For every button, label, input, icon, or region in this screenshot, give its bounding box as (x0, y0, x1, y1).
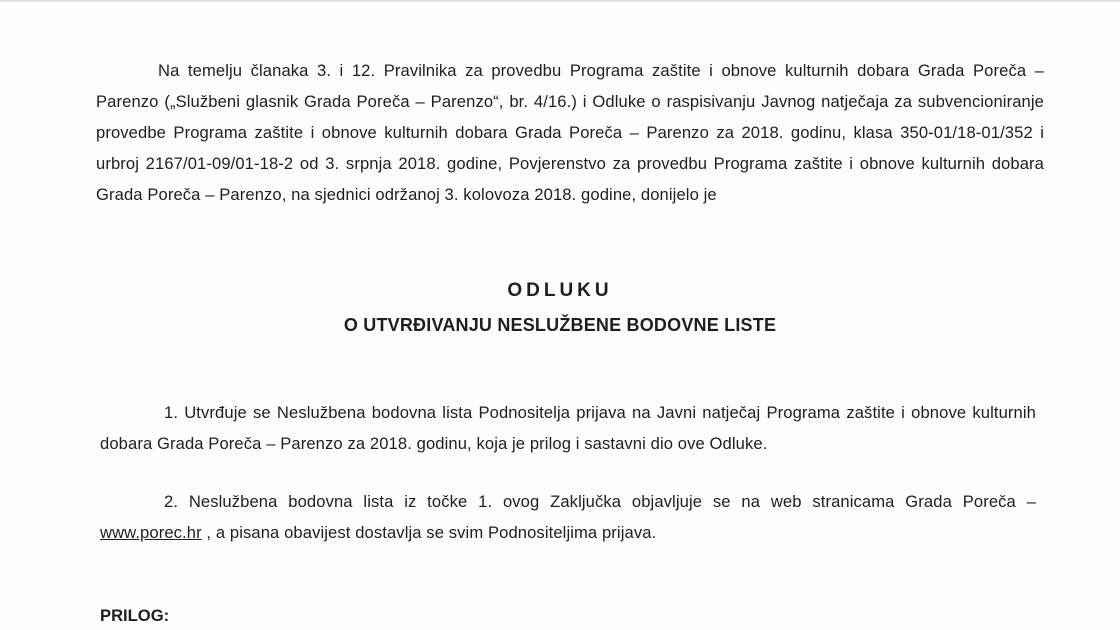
website-link[interactable]: www.porec.hr (100, 523, 202, 542)
decision-item-2-rest: , a pisana obavijest dostavlja se svim Podnositeljima prijava. (201, 523, 657, 542)
decision-title: ODLUKU (507, 280, 613, 301)
scan-edge (0, 0, 1120, 3)
intro-paragraph: Na temelju članaka 3. i 12. Pravilnika za provedbu Programa zaštite i obnove kulturnih dobara Grada Poreča – Parenzo („Službeni glasnik Grada Poreča – Parenzo“, br. 4/16.) i Odluke o raspisivanju Javnog natječaja za subvencioniranje provedbe Programa zaštite i obnove kulturnih dobara Grada Poreča – Parenzo za 2018. godinu, klasa 350-01/18-01/352 i urbroj 2167/01-09/01-18-2 od 3. srpnja 2018. godine, Povjerenstvo za provedbu Programa zaštite i obnove kulturnih dobara Grada Poreča – Parenzo, na sjednici održanoj 3. kolovoza 2018. godine, donijelo je (96, 61, 1044, 204)
decision-subtitle: O UTVRĐIVANJU NESLUŽBENE BODOVNE LISTE (343, 315, 777, 335)
decision-item-1: 1. Utvrđuje se Neslužbena bodovna lista Podnositelja prijava na Javni natječaj Programa zaštite i obnove kulturnih dobara Grada Poreča – Parenzo za 2018. godinu, koja je prilog i sastavni dio ove Odluke. (100, 403, 1036, 453)
decision-item-2-text: 2. Neslužbena bodovna lista iz točke 1. ovog Zaključka objavljuje se na web stranicama Grada Poreča – (164, 492, 1036, 511)
attachment-label: PRILOG: (100, 606, 170, 625)
decision-item-2 (100, 486, 1036, 548)
